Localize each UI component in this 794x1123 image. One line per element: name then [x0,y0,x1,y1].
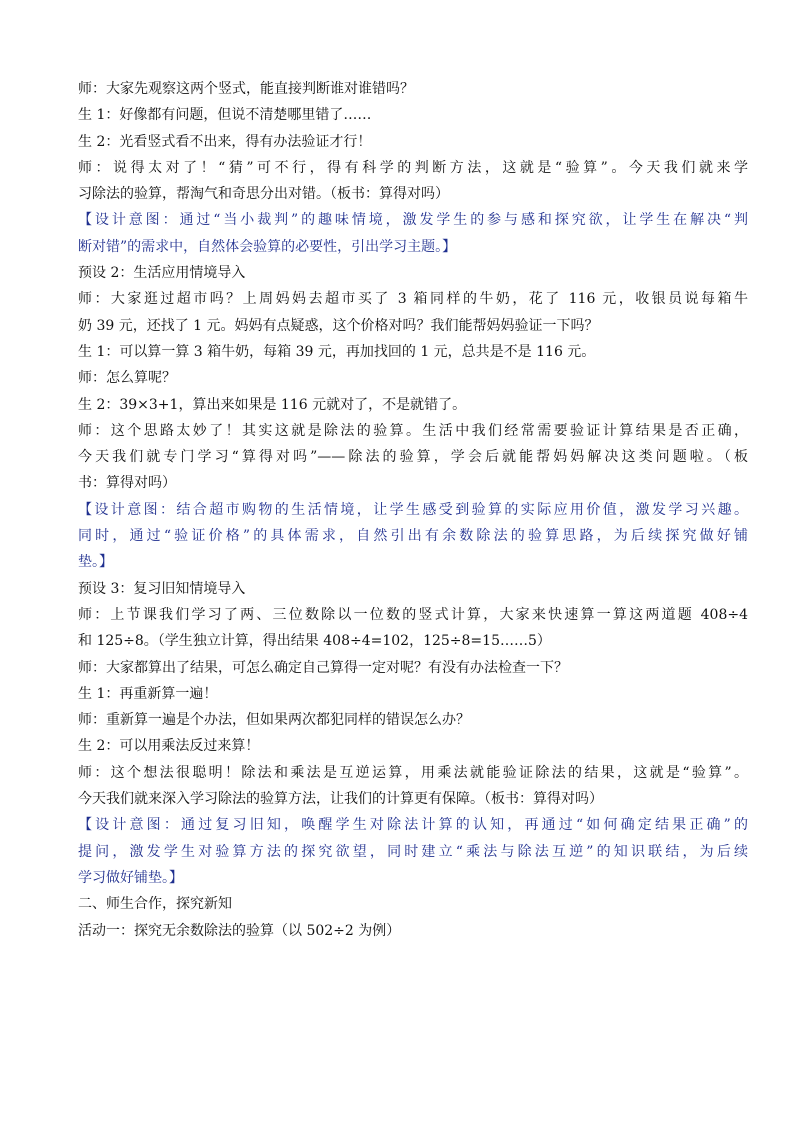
dialogue-line: 生 2：39×3+1，算出来如果是 116 元就对了，不是就错了。 [78,396,467,413]
design-intent-line: 同时，通过“验证价格”的具体需求，自然引出有余数除法的验算思路，为后续探究做好铺 [78,528,748,545]
dialogue-line: 师：怎么算呢？ [78,370,176,387]
dialogue-line: 生 1：好像都有问题，但说不清楚哪里错了…… [78,107,372,124]
dialogue-line: 师：重新算一遍是个办法，但如果两次都犯同样的错误怎么办？ [78,712,470,729]
activity-heading: 活动一：探究无余数除法的验算（以 502÷2 为例） [78,922,401,939]
dialogue-line: 习除法的验算，帮淘气和奇思分出对错。（板书：算得对吗） [78,186,449,203]
dialogue-line: 师：这个思路太妙了！其实这就是除法的验算。生活中我们经常需要验证计算结果是否正确， [78,422,748,439]
design-intent-line: 垫。】 [78,554,113,571]
dialogue-line: 师：上节课我们学习了两、三位数除以一位数的竖式计算，大家来快速算一算这两道题 408÷4 [78,606,748,623]
dialogue-line: 师：大家都算出了结果，可怎么确定自己算得一定对呢？有没有办法检查一下？ [78,659,568,676]
dialogue-line: 生 2：可以用乘法反过来算！ [78,738,260,755]
dialogue-line: 今天我们就专门学习“算得对吗”——除法的验算，学会后就能帮妈妈解决这类问题啦。（板 [78,449,748,466]
design-intent-line: 【设计意图：通过复习旧知，唤醒学生对除法计算的认知，再通过“如何确定结果正确”的 [78,817,748,834]
design-intent-line: 学习做好铺垫。】 [78,869,183,886]
dialogue-line: 生 1：可以算一算 3 箱牛奶，每箱 39 元，再加找回的 1 元，总共是不是 116 元。 [78,343,596,360]
design-intent-line: 断对错”的需求中，自然体会验算的必要性，引出学习主题。】 [78,238,457,255]
design-intent-line: 提问，激发学生对验算方法的探究欲望，同时建立“乘法与除法互逆”的知识联结，为后续 [78,843,748,860]
dialogue-line: 今天我们就来深入学习除法的验算方法，让我们的计算更有保障。（板书：算得对吗） [78,791,603,808]
dialogue-line: 师：这个想法很聪明！除法和乘法是互逆运算，用乘法就能验证除法的结果，这就是“验算”。 [78,764,748,781]
dialogue-line: 师：大家先观察这两个竖式，能直接判断谁对谁错吗？ [78,81,414,97]
design-intent-line: 【设计意图：结合超市购物的生活情境，让学生感受到验算的实际应用价值，激发学习兴趣。 [78,501,748,518]
dialogue-line: 生 1：再重新算一遍！ [78,685,218,702]
section-heading: 预设 3：复习旧知情境导入 [78,580,246,597]
dialogue-line: 生 2：光看竖式看不出来，得有办法验证才行！ [78,133,372,150]
dialogue-line: 和 125÷8。（学生独立计算，得出结果 408÷4=102，125÷8=15……5） [78,633,551,650]
dialogue-line: 师：大家逛过超市吗？上周妈妈去超市买了 3 箱同样的牛奶，花了 116 元，收银员说每箱牛 [78,291,748,308]
design-intent-line: 【设计意图：通过“当小裁判”的趣味情境，激发学生的参与感和探究欲，让学生在解决“判 [78,212,748,229]
dialogue-line: 奶 39 元，还找了 1 元。妈妈有点疑惑，这个价格对吗？我们能帮妈妈验证一下吗？ [78,317,599,334]
section-heading: 二、师生合作，探究新知 [78,896,232,913]
dialogue-line: 书：算得对吗） [78,475,176,492]
section-heading: 预设 2：生活应用情境导入 [78,265,246,282]
document-page [78,76,748,944]
dialogue-line: 师：说得太对了！“猜”可不行，得有科学的判断方法，这就是“验算”。今天我们就来学 [78,159,748,176]
